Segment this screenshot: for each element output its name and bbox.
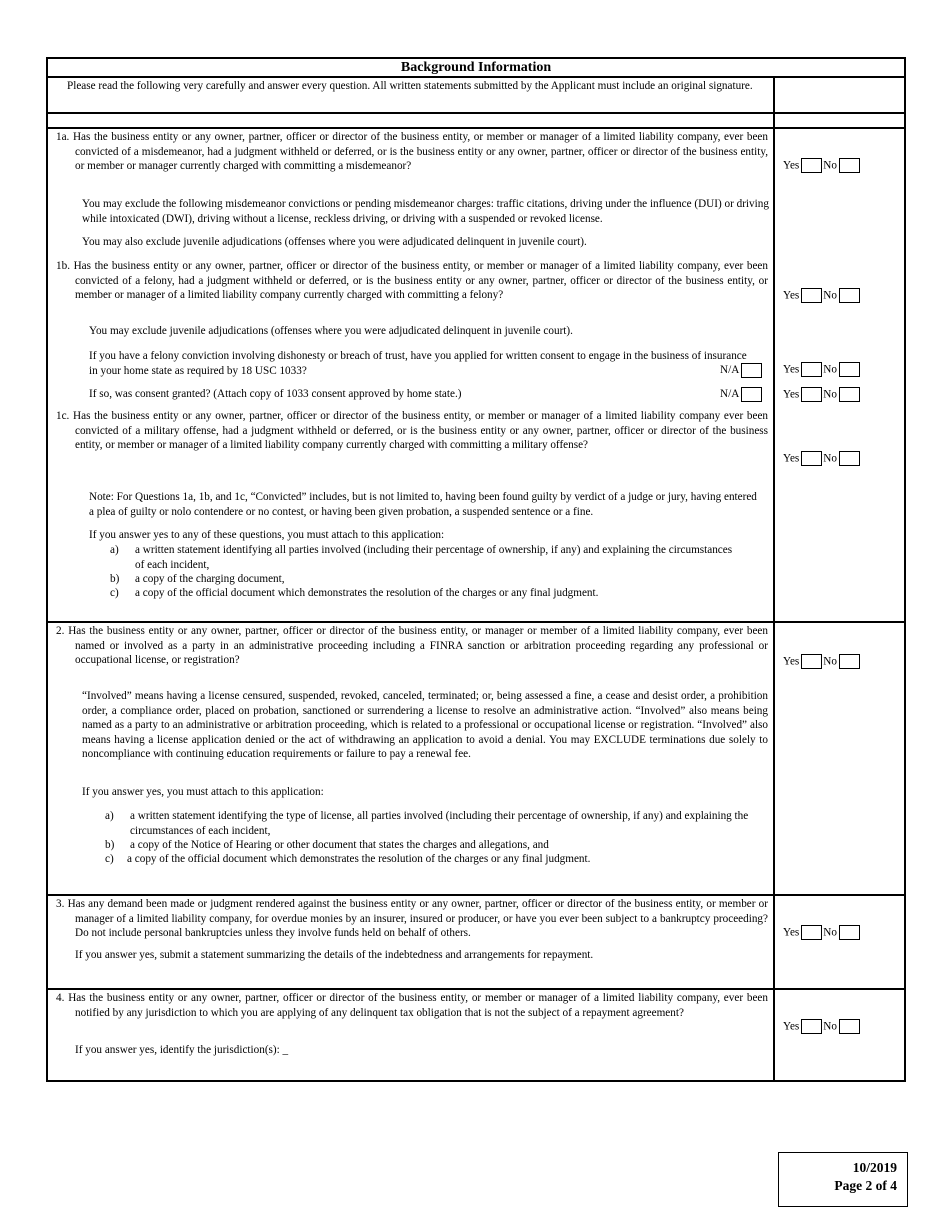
question-3: 3. Has any demand been made or judgment rendered against the business entity or any owner, partner, officer or director of the business entity, or member or manager of a limited liability company, for overdue monies by an insurer, insured or producer, or have you ever been subject to a bankruptcy proceeding? Do not include personal bankruptcies unless they involve funds held on behalf of others. (56, 898, 768, 940)
question-2: 2. Has the business entity or any owner, partner, officer or director of the business entity, or manager or member of a limited liability company, ever been named or involved as a party in an administrative proceeding including a FINRA sanction or arbitration proceeding regarding any professional or occupational license, or registration? (56, 625, 768, 667)
q1b-consent-question: If so, was consent granted? (Attach copy of 1033 consent approved by home state.) (89, 388, 462, 400)
no-label: No (823, 289, 837, 302)
q1b-1033-na-checkbox[interactable] (741, 363, 762, 378)
divider (48, 621, 904, 623)
q2-involved-note: “Involved” means having a license censured, suspended, revoked, canceled, terminated; or, being assessed a fine, a cease and desist order, a prohibition order, a compliance order, placed on probation, sanctioned or surrendering a license to resolve an administrative action. “Involved” also means being named as a party to an administrative or arbitration proceeding, which is related to a professional or occupational license or registration. “Involved” also means having a license application denied or the act of withdrawing an application to avoid a denial. You may EXCLUDE terminations due solely to noncompliance with continuing education requirements or failure to pay a renewal fee. (82, 690, 768, 761)
list-item: a) a written statement identifying all parties involved (including their percentage of ownership, if any) and explaining the circumstances of each incident, (110, 544, 733, 571)
yes-label: Yes (783, 388, 800, 401)
yes-label: Yes (783, 1020, 800, 1033)
yes-label: Yes (783, 452, 800, 465)
divider (48, 112, 904, 114)
q1b-no-checkbox[interactable] (839, 288, 860, 303)
column-divider (773, 76, 775, 1082)
q1a-exclusion-note: You may exclude the following misdemeanor convictions or pending misdemeanor charges: traffic citations, driving under the influence (DUI) or driving while intoxicated (DWI), driving without a license, reckless driving, or driving with a suspended or revoked license. (82, 198, 769, 225)
q1b-consent-yes-checkbox[interactable] (801, 387, 822, 402)
no-label: No (823, 363, 837, 376)
question-1c: 1c. Has the business entity or any owner, partner, officer or director of the business entity, or member or manager of a limited liability company ever been convicted of a military offense, had a judgment withheld or deferred, or is the business entity or any owner, partner, officer or director of the business entity, or member or manager of a limited liability company currently charged with committing a military offense? (56, 410, 768, 452)
yes-label: Yes (783, 363, 800, 376)
q1a-yes-checkbox[interactable] (801, 158, 822, 173)
background-information-form (46, 57, 906, 1082)
no-label: No (823, 388, 837, 401)
q3-statement-note: If you answer yes, submit a statement summarizing the details of the indebtedness and arrangements for repayment. (75, 949, 594, 961)
yes-label: Yes (783, 655, 800, 668)
q2-yes-checkbox[interactable] (801, 654, 822, 669)
q3-yes-checkbox[interactable] (801, 925, 822, 940)
q4-no-checkbox[interactable] (839, 1019, 860, 1034)
q1b-consent-na-checkbox[interactable] (741, 387, 762, 402)
list-item: b) a copy of the Notice of Hearing or other document that states the charges and allegations, and (105, 839, 549, 851)
q1c-answer (783, 450, 861, 468)
list-item: a) a written statement identifying the type of license, all parties involved (including their percentage of ownership, if any) and explaining the circumstances of each incident, (105, 810, 749, 837)
no-label: No (823, 926, 837, 939)
q4-jurisdiction-field[interactable]: If you answer yes, identify the jurisdiction(s): _ (75, 1044, 289, 1056)
intro-text: Please read the following very carefully and answer every question. All written statements submitted by the Applicant must include an original signature. (67, 80, 753, 92)
yes-label: Yes (783, 289, 800, 302)
no-label: No (823, 452, 837, 465)
q4-answer (783, 1018, 861, 1036)
q1c-convicted-note: Note: For Questions 1a, 1b, and 1c, “Convicted” includes, but is not limited to, having been found guilty by verdict of a judge or jury, having entered a plea of guilty or nolo contendere or no contest, or having been given probation, a suspended sentence or a fine. (89, 491, 757, 518)
section-title: Background Information (400, 60, 552, 75)
q1b-1033-answer (783, 361, 861, 379)
q1c-no-checkbox[interactable] (839, 451, 860, 466)
q2-attach-intro: If you answer yes, you must attach to this application: (82, 786, 324, 798)
yes-label: Yes (783, 926, 800, 939)
q1b-1033-no-checkbox[interactable] (839, 362, 860, 377)
divider (48, 127, 904, 129)
q1b-consent-no-checkbox[interactable] (839, 387, 860, 402)
q1b-juvenile-note: You may exclude juvenile adjudications (offenses where you were adjudicated delinquent in juvenile court). (89, 325, 573, 337)
q1a-answer (783, 157, 861, 175)
divider (48, 988, 904, 990)
q1b-1033-question: If you have a felony conviction involving dishonesty or breach of trust, have you applied for written consent to engage in the business of insurance in your home state as required by 18 USC 1033? (89, 350, 747, 377)
q1c-yes-checkbox[interactable] (801, 451, 822, 466)
no-label: No (823, 655, 837, 668)
na-label: N/A (720, 364, 740, 376)
q1a-juvenile-note: You may also exclude juvenile adjudications (offenses where you were adjudicated delinquent in juvenile court). (82, 236, 587, 248)
list-item: c) a copy of the official document which demonstrates the resolution of the charges or any final judgment. (105, 853, 591, 865)
q1b-consent-answer (783, 386, 861, 404)
question-4: 4. Has the business entity or any owner, partner, officer or director of the business entity, or member or manager of a limited liability company, ever been notified by any jurisdiction to which you are applying of any delinquent tax obligation that is not the subject of a repayment agreement? (56, 992, 768, 1019)
q2-no-checkbox[interactable] (839, 654, 860, 669)
form-revision-date: 10/2019 (852, 1160, 897, 1175)
divider (48, 76, 904, 78)
q1c-attach-intro: If you answer yes to any of these questions, you must attach to this application: (89, 529, 445, 541)
q1b-1033-yes-checkbox[interactable] (801, 362, 822, 377)
q3-no-checkbox[interactable] (839, 925, 860, 940)
divider (48, 894, 904, 896)
no-label: No (823, 159, 837, 172)
q1b-consent-na (720, 386, 763, 404)
q2-answer (783, 653, 861, 671)
q4-yes-checkbox[interactable] (801, 1019, 822, 1034)
na-label: N/A (720, 388, 740, 400)
question-1a: 1a. Has the business entity or any owner, partner, officer or director of the business entity, or member or manager of a limited liability company, ever been convicted of a misdemeanor, had a judgment withheld or deferred, or is the business entity or any owner, partner, officer or director of the business entity, or member or manager currently charged with committing a misdemeanor? (56, 131, 768, 173)
q1a-no-checkbox[interactable] (839, 158, 860, 173)
list-item: c) a copy of the official document which demonstrates the resolution of the charges or any final judgment. (110, 587, 599, 599)
list-item: b) a copy of the charging document, (110, 573, 285, 585)
q1b-1033-na (720, 362, 763, 380)
page-footer (778, 1152, 908, 1207)
page-number: Page 2 of 4 (834, 1178, 897, 1193)
q1b-yes-checkbox[interactable] (801, 288, 822, 303)
q1b-answer (783, 287, 861, 305)
question-1b: 1b. Has the business entity or any owner, partner, officer or director of the business entity, or member or manager of a limited liability company, ever been convicted of a felony, had a judgment withheld or deferred, or is the business entity or any owner, partner, officer or director of the business entity, or member or manager of a limited liability company currently charged with committing a felony? (56, 260, 768, 302)
no-label: No (823, 1020, 837, 1033)
q3-answer (783, 924, 861, 942)
yes-label: Yes (783, 159, 800, 172)
